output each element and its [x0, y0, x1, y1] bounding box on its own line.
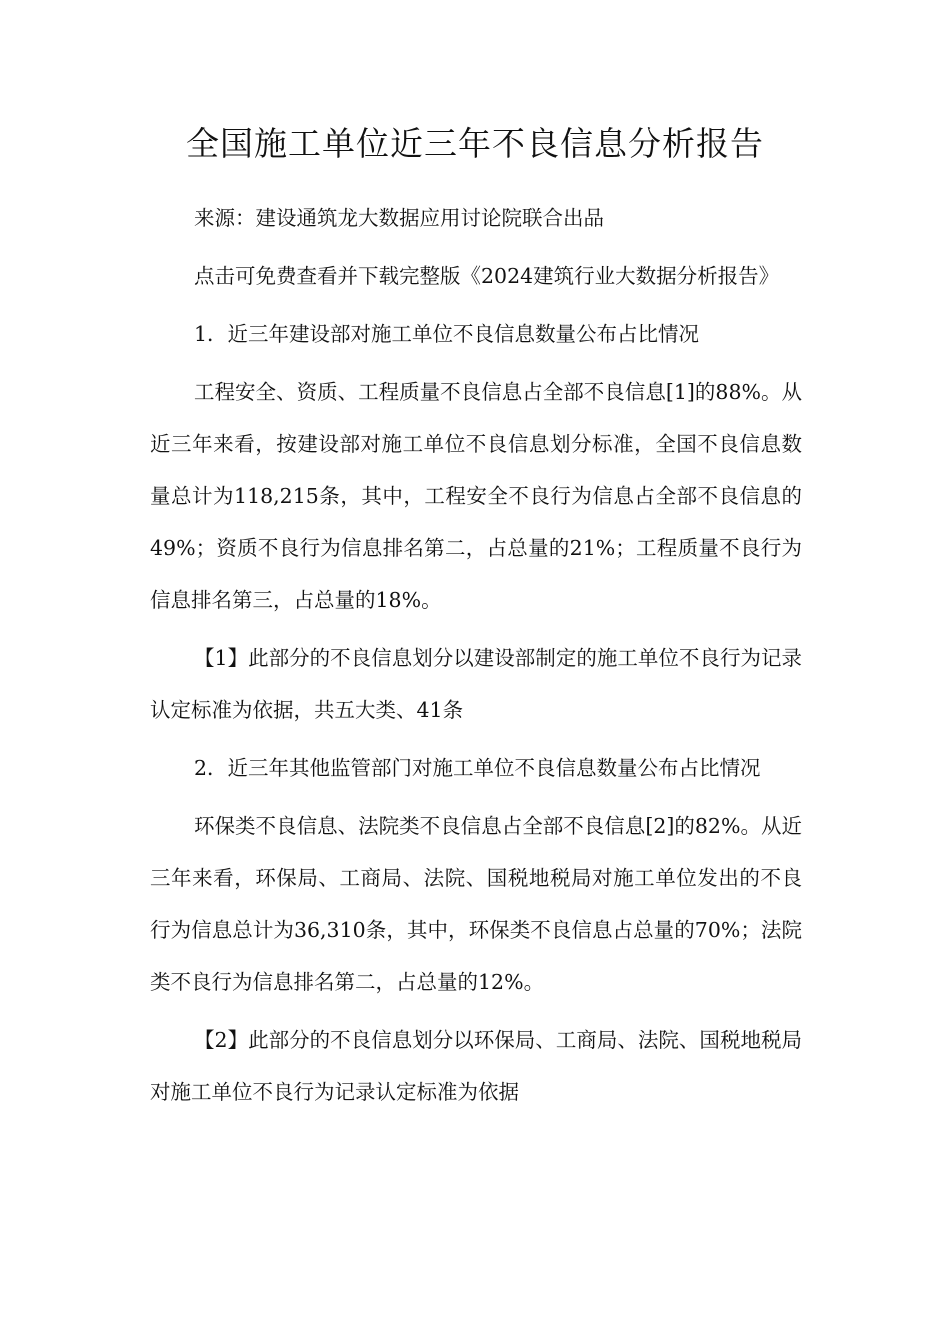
section-1-body: 工程安全、资质、工程质量不良信息占全部不良信息[1]的88%。从近三年来看，按建设部对施工单位不良信息划分标准，全国不良信息数量总计为118,215条，其中，工程安全不良行为信息占全部不良信息的49%；资质不良行为信息排名第二，占总量的21%；工程质量不良行为信息排名第三，占总量的18%。 [150, 380, 802, 612]
footnote-1: 【1】此部分的不良信息划分以建设部制定的施工单位不良行为记录认定标准为依据，共五大类、41条 [150, 646, 802, 722]
document-title: 全国施工单位近三年不良信息分析报告 [186, 124, 764, 163]
document-body [150, 192, 802, 1124]
footnote-2: 【2】此部分的不良信息划分以环保局、工商局、法院、国税地税局对施工单位不良行为记录认定标准为依据 [150, 1028, 802, 1104]
section-heading-2: 2．近三年其他监管部门对施工单位不良信息数量公布占比情况 [194, 756, 761, 780]
section-heading-1: 1．近三年建设部对施工单位不良信息数量公布占比情况 [194, 322, 700, 346]
source-line: 来源：建设通筑龙大数据应用讨论院联合出品 [194, 206, 604, 230]
section-2-body: 环保类不良信息、法院类不良信息占全部不良信息[2]的82%。从近三年来看，环保局、工商局、法院、国税地税局对施工单位发出的不良行为信息总计为36,310条，其中，环保类不良信息占总量的70%；法院类不良行为信息排名第二，占总量的12%。 [150, 814, 802, 994]
download-link-paragraph[interactable]: 点击可免费查看并下载完整版《2024建筑行业大数据分析报告》 [194, 264, 780, 288]
